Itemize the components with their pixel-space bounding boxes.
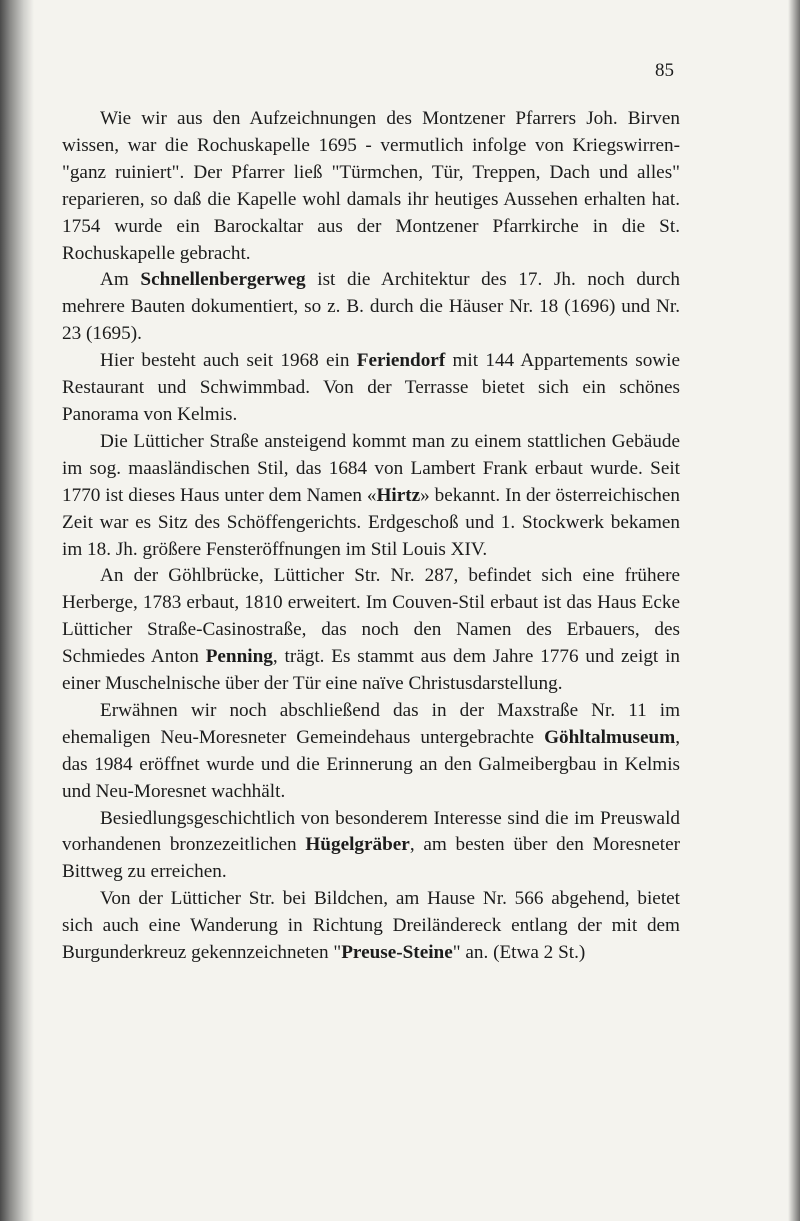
bold-term-hirtz: Hirtz [376, 484, 421, 506]
text-segment: » bekannt. In der österreichischen Zeit war es Sitz des Schöffengerichts. Erdgeschoß und 1. Stockwerk bekamen im 18. Jh. größere Fensteröffnungen im Stil Louis XIV. [62, 484, 680, 560]
paragraph-feriendorf [62, 348, 680, 429]
text-segment: An der Göhlbrücke, Lütticher Str. Nr. 287, befindet sich eine frühere Herberge, 1783 erbaut, 1810 erweitert. Im Couven-Stil erbaut ist das Haus Ecke Lütticher Straße-Casinostraße, das noch den Namen des Erbauers, des Schmiedes Anton [62, 565, 680, 668]
paragraph-rochuskapelle [62, 106, 680, 267]
paragraph-hirtz [62, 429, 680, 564]
text-segment: " an. (Etwa 2 St.) [452, 942, 586, 964]
text-segment: Am [100, 269, 141, 291]
paragraph-huegelgraeber [62, 806, 680, 887]
bold-term-goehltalmuseum: Göhltalmuseum [544, 726, 676, 748]
paragraph-preuse-steine [62, 886, 680, 967]
paragraph-goehlbruecke [62, 563, 680, 698]
body-text [62, 106, 680, 967]
bold-term-schnellenbergerweg: Schnellenbergerweg [140, 269, 306, 291]
text-segment: Hier besteht auch seit 1968 ein [100, 350, 357, 372]
text-segment: , am besten über den Moresneter Bittweg zu erreichen. [62, 834, 680, 883]
text-segment: Wie wir aus den Aufzeichnungen des Montzener Pfarrers Joh. Birven wissen, war die Rochuskapelle 1695 - vermutlich infolge von Kriegswirren- "ganz ruiniert". Der Pfarrer ließ "Türmchen, Tür, Treppen, Dach und alles" reparieren, so daß die Kapelle wohl damals ihr heutiges Aussehen erhalten hat. 1754 wurde ein Barockaltar aus der Montzener Pfarrkirche in die St. Rochuskapelle gebracht. [62, 108, 680, 264]
paragraph-goehltalmuseum [62, 698, 680, 806]
text-segment: , das 1984 eröffnet wurde und die Erinnerung an den Galmeibergbau in Kelmis und Neu-Moresnet wachhält. [62, 726, 680, 802]
bold-term-preuse-steine: Preuse-Steine [341, 942, 453, 964]
page-edge-shadow [788, 0, 800, 1221]
text-segment: Die Lütticher Straße ansteigend kommt man zu einem stattlichen Gebäude im sog. maasländischen Stil, das 1684 von Lambert Frank erbaut wurde. Seit 1770 ist dieses Haus unter dem Namen « [62, 430, 680, 506]
text-segment: Erwähnen wir noch abschließend das in der Maxstraße Nr. 11 im ehemaligen Neu-Moresneter Gemeindehaus untergebrachte [62, 699, 680, 748]
paragraph-schnellenbergerweg [62, 267, 680, 348]
text-segment: mit 144 Appartements sowie Restaurant und Schwimmbad. Von der Terrasse bietet sich ein schönes Panorama von Kelmis. [62, 350, 681, 425]
text-segment: , trägt. Es stammt aus dem Jahre 1776 und zeigt in einer Muschelnische über der Tür eine naïve Christusdarstellung. [62, 646, 680, 695]
bold-term-feriendorf: Feriendorf [356, 350, 446, 372]
bold-term-penning: Penning [205, 646, 273, 668]
text-segment: Von der Lütticher Str. bei Bildchen, am Hause Nr. 566 abgehend, bietet sich auch eine Wanderung in Richtung Dreiländereck entlang der mit dem Burgunderkreuz gekennzeichneten " [62, 888, 680, 964]
page-number: 85 [655, 60, 674, 81]
text-segment: Besiedlungsgeschichtlich von besonderem Interesse sind die im Preuswald vorhandenen bronzezeitlichen [62, 807, 680, 856]
text-segment: ist die Architektur des 17. Jh. noch durch mehrere Bauten dokumentiert, so z. B. durch die Häuser Nr. 18 (1696) und Nr. 23 (1695). [62, 269, 681, 345]
book-gutter-shadow [0, 0, 34, 1221]
bold-term-huegelgraeber: Hügelgräber [305, 834, 410, 856]
